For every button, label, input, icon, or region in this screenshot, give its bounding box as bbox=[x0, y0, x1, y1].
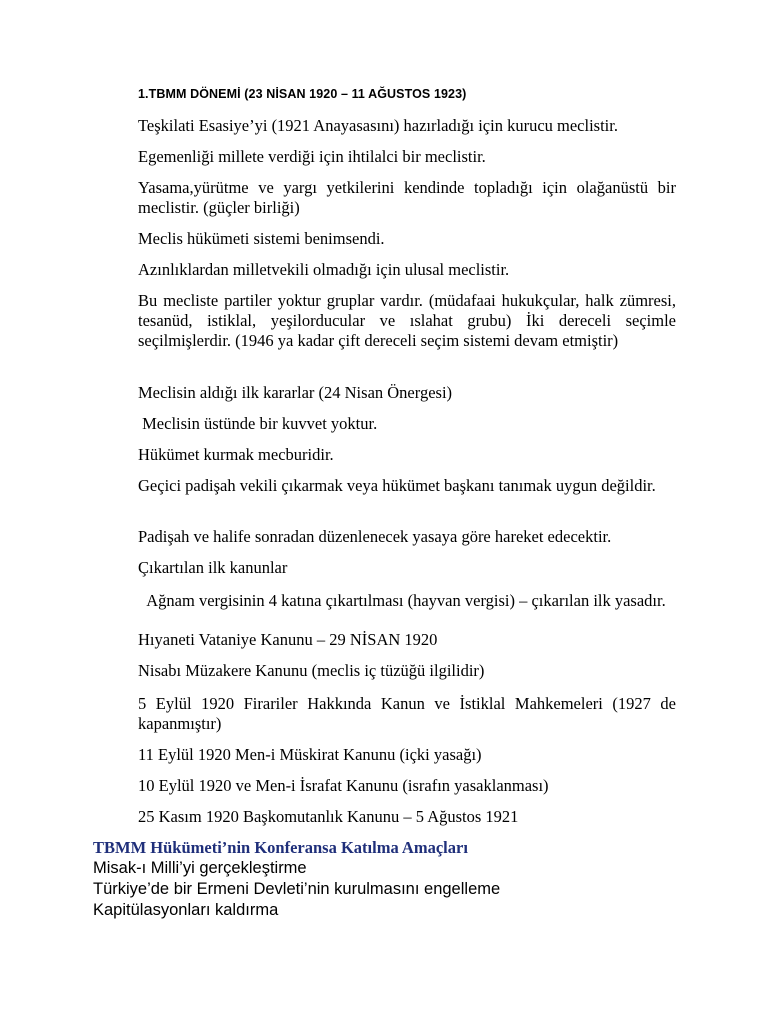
paragraph-gruplar: Bu mecliste partiler yoktur gruplar vardır. (müdafaai hukukçular, halk zümresi, tesanüd, istiklal, yeşilorducular ve ıslahat grubu) İki dereceli seçimle seçilmişlerdir. (1946 ya kadar çift dereceli seçim sistemi devam etmiştir) bbox=[138, 291, 676, 350]
paragraph-nisabi-muzakere: Nisabı Müzakere Kanunu (meclis iç tüzüğü ilgilidir) bbox=[138, 661, 485, 680]
conference-item-ermeni-devleti: Türkiye’de bir Ermeni Devleti’nin kurulmasını engelleme bbox=[93, 880, 501, 898]
paragraph-hiyaneti-vataniye: Hıyaneti Vataniye Kanunu – 29 NİSAN 1920 bbox=[138, 630, 438, 649]
paragraph-firariler-kanunu: 5 Eylül 1920 Firariler Hakkında Kanun ve İstiklal Mahkemeleri (1927 de kapanmıştır) bbox=[138, 694, 676, 733]
paragraph-kurucu-meclis: Teşkilati Esasiye’yi (1921 Anayasasını) hazırladığı için kurucu meclistir. bbox=[138, 116, 618, 135]
paragraph-men-i-israfat: 10 Eylül 1920 ve Men-i İsrafat Kanunu (israfın yasaklanması) bbox=[138, 776, 549, 795]
section-heading: 1.TBMM DÖNEMİ (23 NİSAN 1920 – 11 AĞUSTOS 1923) bbox=[138, 87, 467, 101]
paragraph-men-i-muskirat: 11 Eylül 1920 Men-i Müskirat Kanunu (içki yasağı) bbox=[138, 745, 482, 764]
conference-item-misak-i-milli: Misak-ı Milli’yi gerçekleştirme bbox=[93, 859, 307, 877]
paragraph-olaganustu-meclis: Yasama,yürütme ve yargı yetkilerini kendinde topladığı için olağanüstü bir meclistir. (güçler birliği) bbox=[138, 178, 676, 217]
paragraph-meclis-hukumeti: Meclis hükümeti sistemi benimsendi. bbox=[138, 229, 385, 248]
paragraph-agnam-vergisi: Ağnam vergisinin 4 katına çıkartılması (hayvan vergisi) – çıkarılan ilk yasadır. bbox=[138, 591, 666, 610]
paragraph-baskomutanlik: 25 Kasım 1920 Başkomutanlık Kanunu – 5 Ağustos 1921 bbox=[138, 807, 519, 826]
paragraph-kuvvet-yoktur: Meclisin üstünde bir kuvvet yoktur. bbox=[138, 414, 378, 433]
paragraph-padisah-vekili: Geçici padişah vekili çıkarmak veya hükümet başkanı tanımak uygun değildir. bbox=[138, 476, 656, 495]
paragraph-ihtilalci-meclis: Egemenliği millete verdiği için ihtilalci bir meclistir. bbox=[138, 147, 486, 166]
conference-section-title: TBMM Hükümeti’nin Konferansa Katılma Amaçları bbox=[93, 838, 468, 857]
paragraph-ulusal-meclis: Azınlıklardan milletvekili olmadığı için ulusal meclistir. bbox=[138, 260, 510, 279]
paragraph-padisah-halife: Padişah ve halife sonradan düzenlenecek yasaya göre hareket edecektir. bbox=[138, 527, 612, 546]
conference-item-kapitulasyonlar: Kapitülasyonları kaldırma bbox=[93, 901, 279, 919]
paragraph-ilk-kararlar: Meclisin aldığı ilk kararlar (24 Nisan Önergesi) bbox=[138, 383, 453, 402]
paragraph-ilk-kanunlar: Çıkartılan ilk kanunlar bbox=[138, 558, 288, 577]
paragraph-hukumet-kurmak: Hükümet kurmak mecburidir. bbox=[138, 445, 334, 464]
